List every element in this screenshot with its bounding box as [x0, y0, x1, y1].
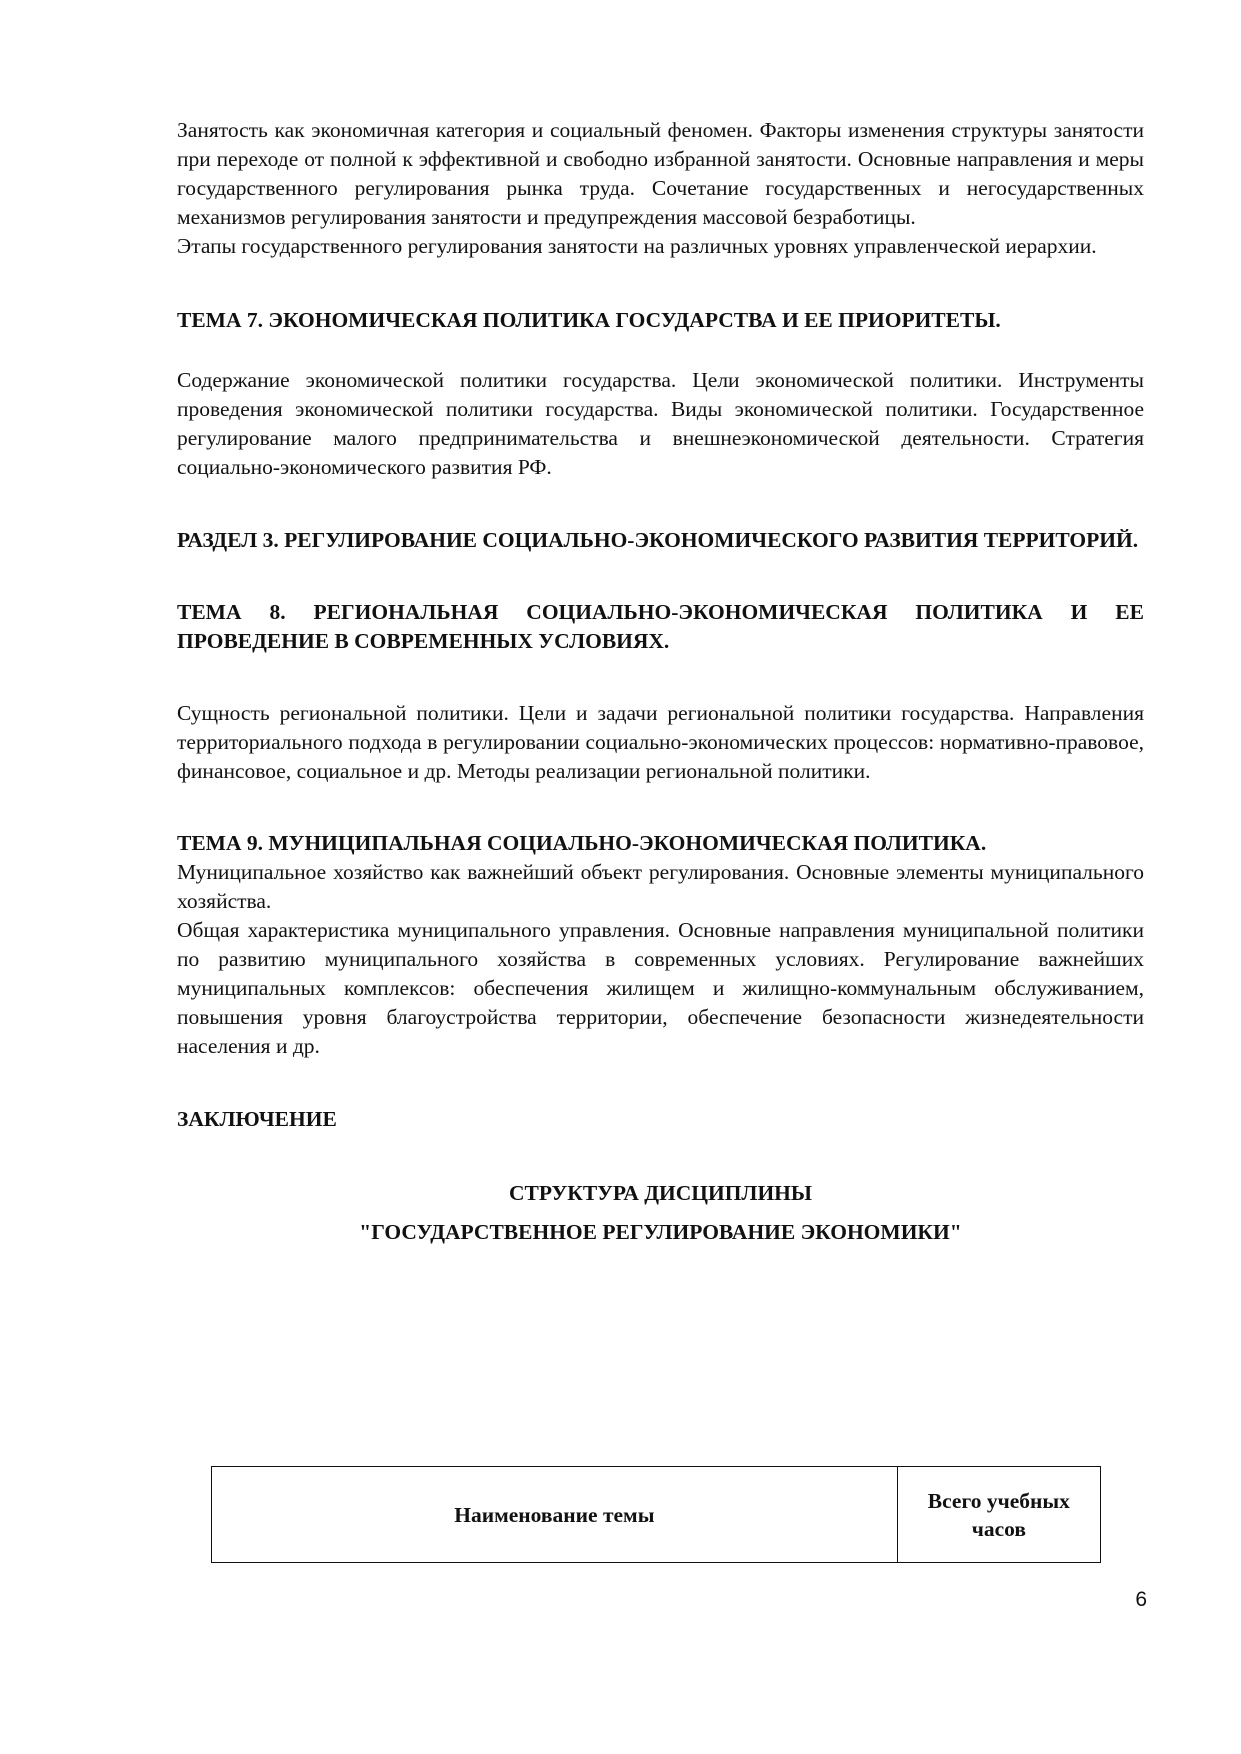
table-header-row [212, 1467, 1101, 1563]
structure-title-line2: "ГОСУДАРСТВЕННОЕ РЕГУЛИРОВАНИЕ ЭКОНОМИКИ" [359, 1220, 962, 1244]
topic-7-title: ТЕМА 7. ЭКОНОМИЧЕСКАЯ ПОЛИТИКА ГОСУДАРСТВА И ЕЕ ПРИОРИТЕТЫ. [177, 308, 1001, 332]
paragraph-employment-2: Этапы государственного регулирования занятости на различных уровнях управленческой иерархии. [177, 234, 1097, 258]
topic-8-title: ТЕМА 8. РЕГИОНАЛЬНАЯ СОЦИАЛЬНО-ЭКОНОМИЧЕСКАЯ ПОЛИТИКА И ЕЕ ПРОВЕДЕНИЕ В СОВРЕМЕННЫХ УСЛОВИЯХ. [177, 600, 1144, 653]
structure-title-line1: СТРУКТУРА ДИСЦИПЛИНЫ [508, 1181, 813, 1205]
topic-9-text-2: Общая характеристика муниципального управления. Основные направления муниципальной политики по развитию муниципального хозяйства в современных условиях. Регулирование важнейших муниципальных комплексов: обеспечения жилищем и жилищно-коммунальным обслуживанием, повышения уровня благоустройства территории, обеспечение безопасности жизнедеятельности населения и др. [177, 918, 1144, 1058]
structure-table [211, 1466, 1101, 1563]
page-number: 6 [1135, 1588, 1147, 1611]
header-topic-name: Наименование темы [212, 1467, 898, 1563]
paragraph-employment-1: Занятость как экономичная категория и социальный феномен. Факторы изменения структуры занятости при переходе от полной к эффективной и свободно избранной занятости. Основные направления и меры государственного регулирования рынка труда. Сочетание государственных и негосударственных механизмов регулирования занятости и предупреждения массовой безработицы. [177, 118, 1144, 229]
topic-8-text: Сущность региональной политики. Цели и задачи региональной политики государства. Направления территориального подхода в регулировании социально-экономических процессов: нормативно-правовое, финансовое, социальное и др. Методы реализации региональной политики. [177, 701, 1144, 783]
conclusion-title: ЗАКЛЮЧЕНИЕ [177, 1107, 337, 1131]
topic-7-text: Содержание экономической политики государства. Цели экономической политики. Инструменты проведения экономической политики государства. Виды экономической политики. Государственное регулирование малого предпринимательства и внешнеэкономической деятельности. Стратегия социально-экономического развития РФ. [177, 368, 1144, 479]
topic-9-text-1: Муниципальное хозяйство как важнейший объект регулирования. Основные элементы муниципального хозяйства. [177, 860, 1144, 913]
page-content [177, 116, 1144, 1247]
header-total-hours: Всего учебных часов [897, 1467, 1100, 1563]
section-3-title: РАЗДЕЛ 3. РЕГУЛИРОВАНИЕ СОЦИАЛЬНО-ЭКОНОМИЧЕСКОГО РАЗВИТИЯ ТЕРРИТОРИЙ. [177, 528, 1139, 552]
topic-9-title: ТЕМА 9. МУНИЦИПАЛЬНАЯ СОЦИАЛЬНО-ЭКОНОМИЧЕСКАЯ ПОЛИТИКА. [177, 831, 987, 855]
